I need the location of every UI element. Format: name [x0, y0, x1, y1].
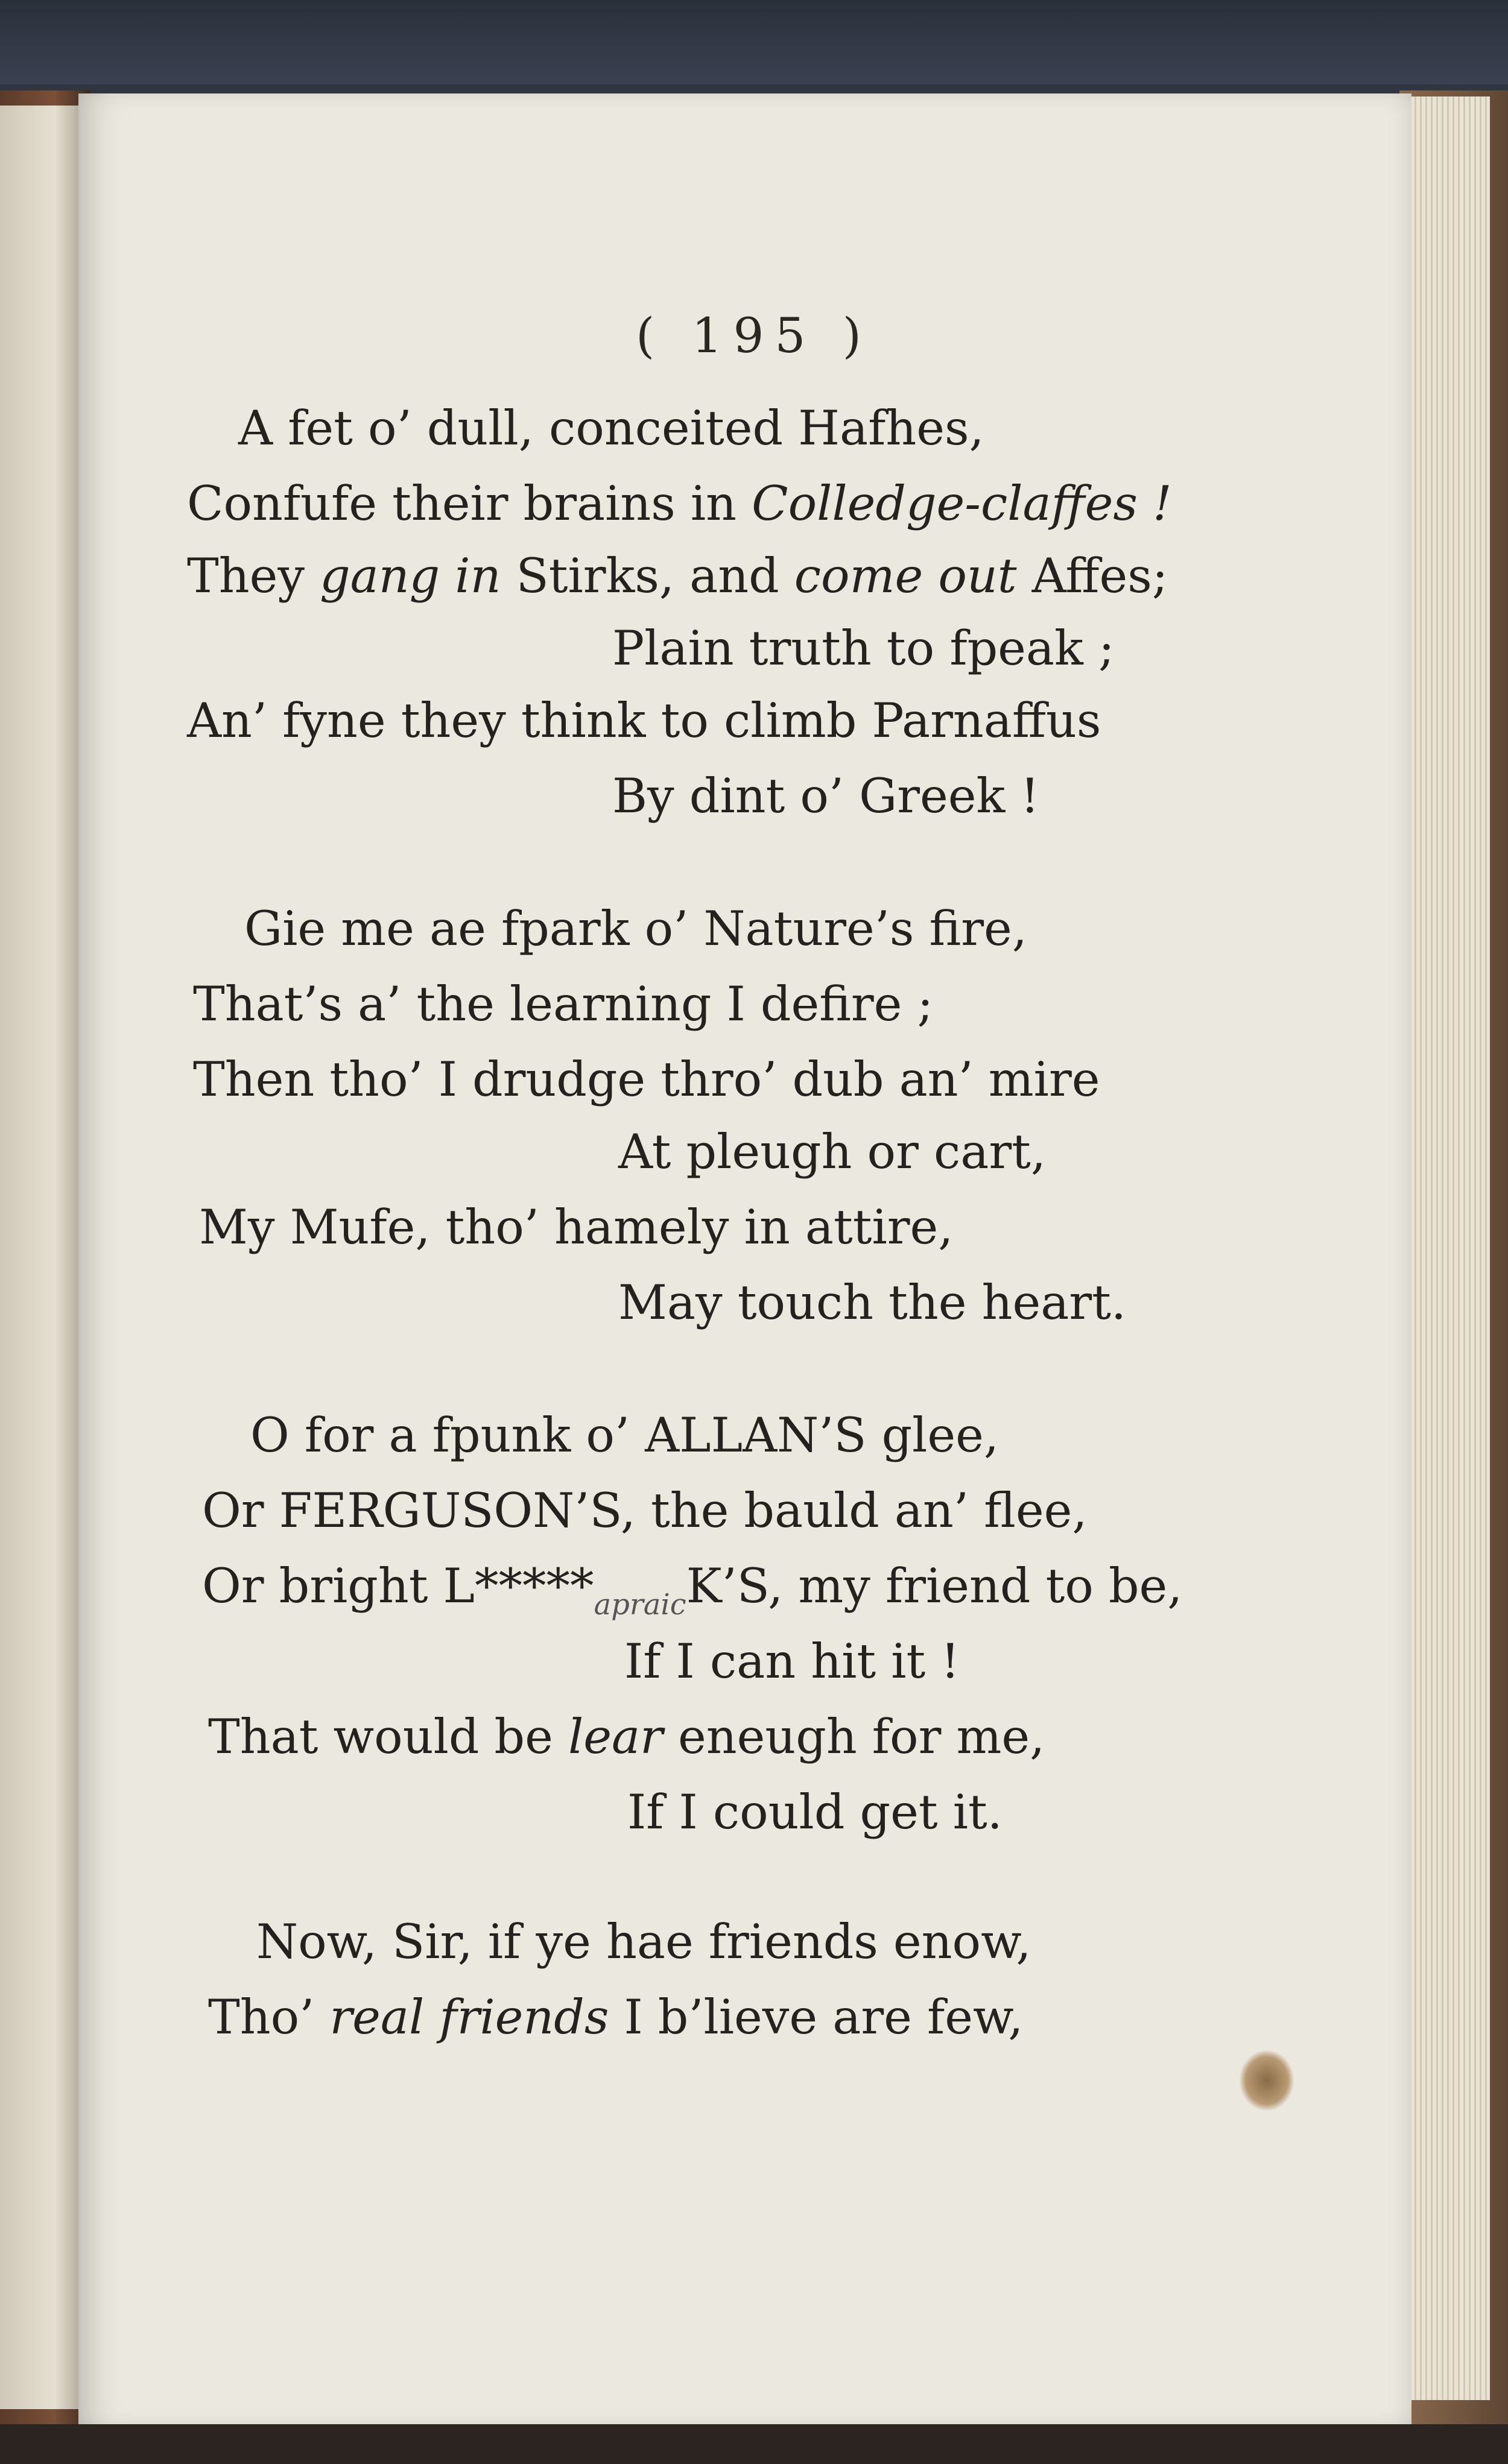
page-fore-edge	[1405, 96, 1490, 2400]
poem-line: Or FERGUSON’S, the bauld an’ flee,	[202, 1483, 1088, 1538]
poem-line: At pleugh or cart,	[618, 1124, 1046, 1180]
poem-line: Now, Sir, if ye hae friends enow,	[256, 1914, 1031, 1970]
poem-line: If I could get it.	[627, 1784, 1003, 1840]
foxing-stain	[1240, 2050, 1294, 2111]
poem-line: O for a fpunk o’ ALLAN’S glee,	[250, 1407, 1000, 1463]
poem-line: If I can hit it !	[624, 1634, 960, 1689]
page-number: ( 195 )	[636, 308, 872, 364]
poem-line: My Mufe, tho’ hamely in attire,	[199, 1199, 954, 1255]
poem-line: That’s a’ the learning I defire ;	[193, 976, 934, 1032]
facing-page-edge	[0, 106, 78, 2409]
poem-line: Plain truth to fpeak ;	[612, 621, 1115, 676]
poem-line: By dint o’ Greek !	[612, 768, 1040, 824]
scan-bottom	[0, 2424, 1508, 2464]
poem-line: May touch the heart.	[618, 1275, 1126, 1330]
poem-line: An’ fyne they think to climb Parnaffus	[187, 693, 1101, 748]
poem-line: Then tho’ I drudge thro’ dub an’ mire	[193, 1052, 1100, 1107]
poem-line: They gang in Stirks, and come out Affes;	[187, 548, 1168, 604]
poem-line: That would be lear eneugh for me,	[208, 1709, 1045, 1764]
poem-line: A fet o’ dull, conceited Hafhes,	[238, 400, 984, 456]
poem-line: Tho’ real friends I b’lieve are few,	[208, 1989, 1024, 2045]
handwritten-annotation: apraic	[594, 1588, 686, 1622]
poem-line: Confufe their brains in Colledge-claffes !	[187, 476, 1172, 531]
poem-line: Gie me ae fpark o’ Nature’s fire,	[244, 901, 1027, 956]
scan-background	[0, 0, 1508, 84]
poem-line: Or bright $L*****_{apraic}K’S$, my friend to be,	[202, 1558, 1183, 1622]
